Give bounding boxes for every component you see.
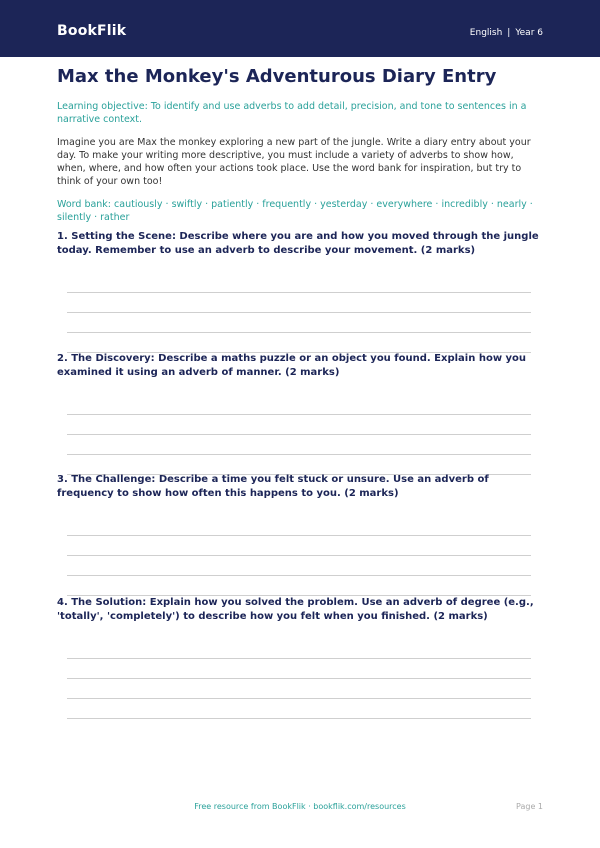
answer-line[interactable] [67, 312, 531, 313]
question-3 [57, 473, 543, 501]
word-bank: Word bank: cautiously · swiftly · patiently · frequently · yesterday · everywhere · incredibly · nearly · silently · rather [57, 199, 533, 223]
subject-year [470, 28, 543, 38]
answer-line[interactable] [67, 414, 531, 415]
page-number: Page 1 [516, 802, 543, 811]
answer-line[interactable] [67, 555, 531, 556]
learning-objective: Learning objective: To identify and use adverbs to add detail, precision, and tone to sentences in a narrative context. [57, 101, 527, 125]
subject-separator: | [507, 28, 511, 38]
answer-line[interactable] [67, 535, 531, 536]
answer-line[interactable] [67, 718, 531, 719]
answer-line[interactable] [67, 575, 531, 576]
answer-line[interactable] [67, 434, 531, 435]
instructions: Imagine you are Max the monkey exploring a new part of the jungle. Write a diary entry about your day. To make your writing more descriptive, you must include a variety of adverbs to show how, when, where, and how often your actions took place. Use the word bank for inspiration, but try to think of your own too! [57, 137, 531, 187]
year-label: Year 6 [515, 28, 543, 38]
page-title: Max the Monkey's Adventurous Diary Entry [57, 66, 497, 87]
question-text: 4. The Solution: Explain how you solved the problem. Use an adverb of degree (e.g., 'totally', 'completely') to describe how you felt when you finished. (2 marks) [57, 597, 534, 622]
question-text: 1. Setting the Scene: Describe where you are and how you moved through the jungle today. Remember to use an adverb to describe your movement. (2 marks) [57, 231, 539, 256]
question-text: 2. The Discovery: Describe a maths puzzle or an object you found. Explain how you examined it using an adverb of manner. (2 marks) [57, 353, 527, 378]
footer-resource-link[interactable]: Free resource from BookFlik · bookflik.com/resources [194, 802, 406, 811]
subject-label: English [469, 28, 503, 38]
question-text: 3. The Challenge: Describe a time you felt stuck or unsure. Use an adverb of frequency to show how often this happens to you. (2 marks) [57, 474, 489, 499]
question-2 [57, 352, 543, 380]
question-4 [57, 596, 543, 624]
answer-line[interactable] [67, 454, 531, 455]
answer-line[interactable] [67, 678, 531, 679]
answer-line[interactable] [67, 332, 531, 333]
header-bar [0, 0, 600, 57]
question-1 [57, 230, 543, 258]
answer-line[interactable] [67, 292, 531, 293]
worksheet-intro [57, 66, 543, 224]
answer-line[interactable] [67, 698, 531, 699]
answer-line[interactable] [67, 658, 531, 659]
brand-logo[interactable]: BookFlik [57, 23, 127, 39]
